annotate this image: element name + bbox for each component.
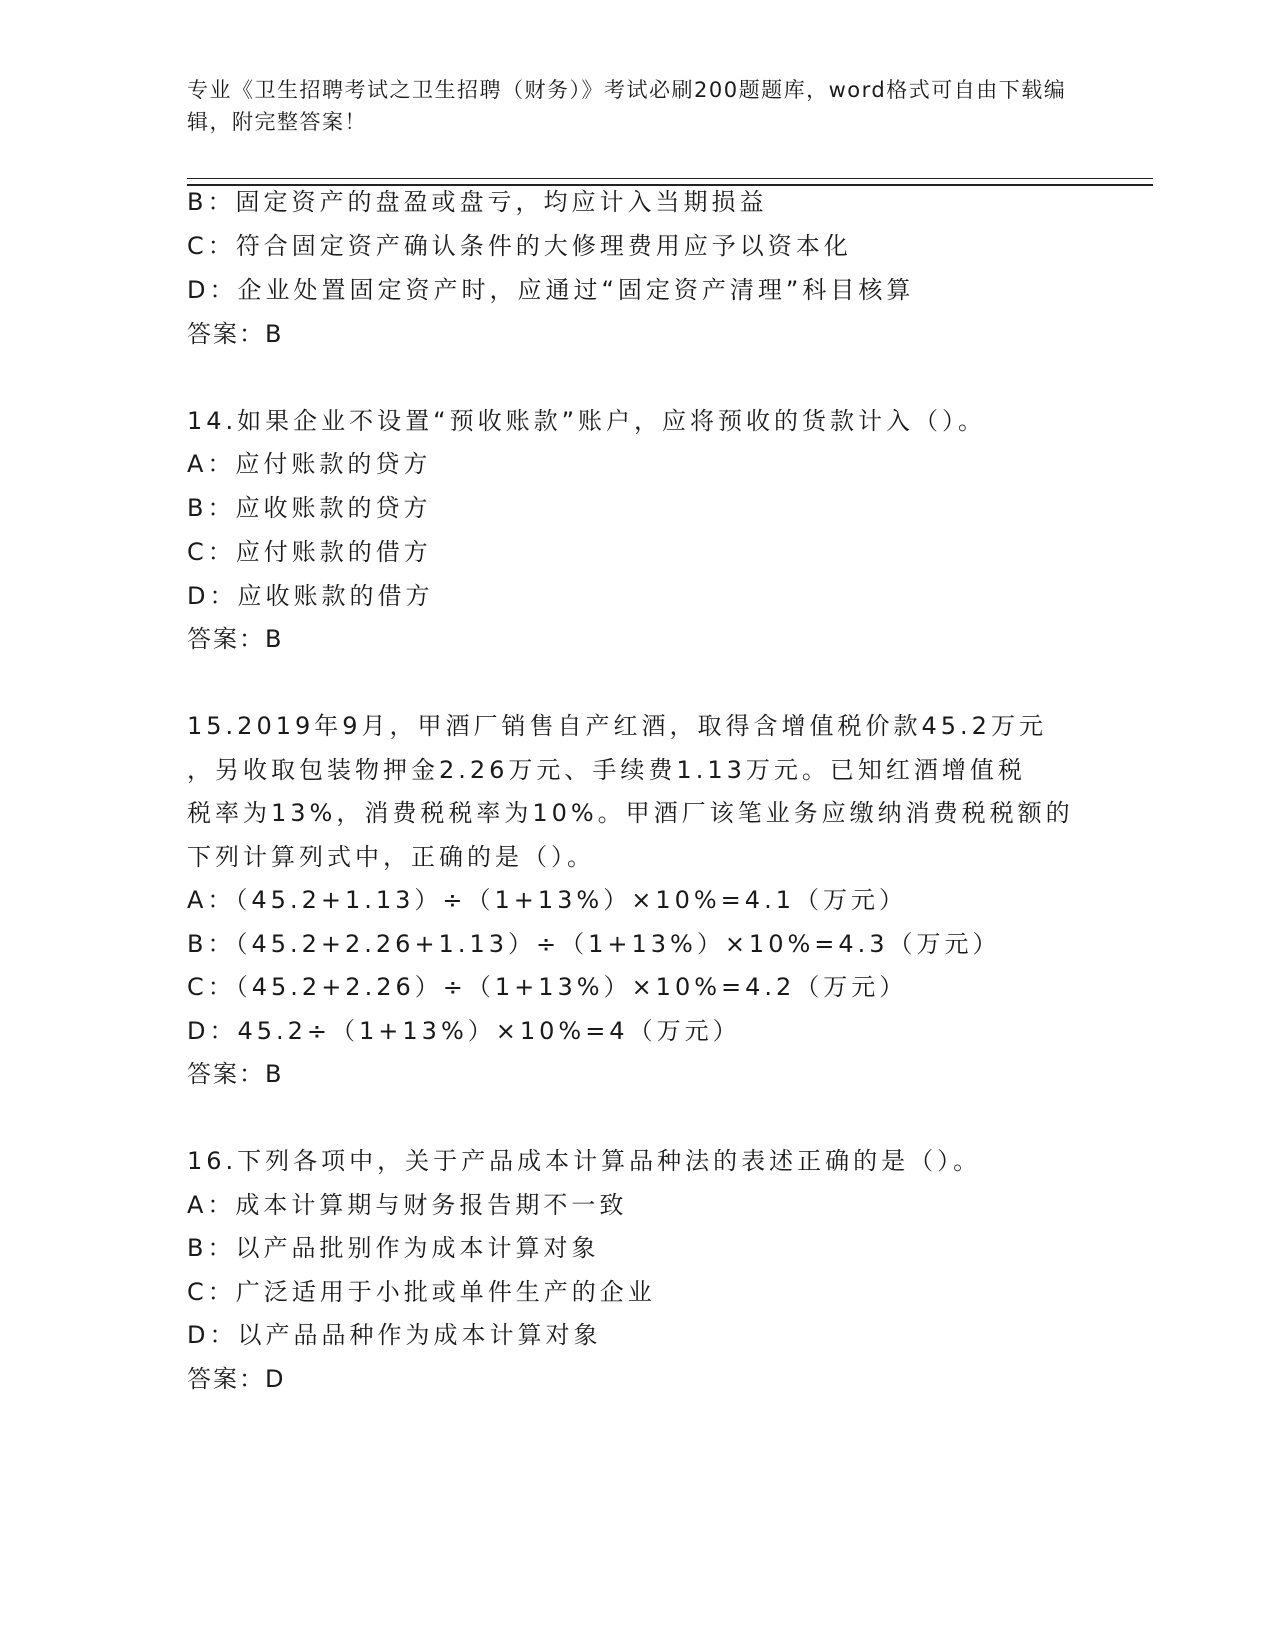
q16-option-c: C：广泛适用于小批或单件生产的企业 [187, 1278, 656, 1306]
document-header: 专业《卫生招聘考试之卫生招聘（财务）》考试必刷200题题库，word格式可自由下载编辑，附完整答案！ [187, 78, 1067, 134]
q15-question-line-4: 下列计算列式中，正确的是（）。 [187, 843, 595, 871]
q15-option-a: A：（45.2+1.13）÷（1+13%）×10%=4.1（万元） [187, 886, 907, 914]
q14-answer: 答案：B [187, 625, 284, 653]
q14-option-b: B：应收账款的贷方 [187, 494, 432, 522]
q15-option-d: D：45.2÷（1+13%）×10%=4（万元） [187, 1017, 741, 1045]
q13-option-c: C：符合固定资产确认条件的大修理费用应予以资本化 [187, 232, 852, 260]
q14-option-d: D：应收账款的借方 [187, 582, 434, 610]
q15-option-b: B：（45.2+2.26+1.13）÷（1+13%）×10%=4.3（万元） [187, 930, 1001, 958]
q13-answer: 答案：B [187, 320, 284, 348]
q15-option-c: C：（45.2+2.26）÷（1+13%）×10%=4.2（万元） [187, 973, 908, 1001]
q14-question: 14.如果企业不设置“预收账款”账户，应将预收的货款计入（）。 [187, 407, 987, 435]
q16-answer: 答案：D [187, 1365, 286, 1393]
q15-question-line-1: 15.2019年9月，甲酒厂销售自产红酒，取得含增值税价款45.2万元 [187, 712, 1047, 740]
q16-question: 16.下列各项中，关于产品成本计算品种法的表述正确的是（）。 [187, 1147, 982, 1175]
q16-option-a: A：成本计算期与财务报告期不一致 [187, 1191, 628, 1219]
q15-answer: 答案：B [187, 1060, 284, 1088]
header-divider [187, 178, 1153, 186]
q14-option-c: C：应付账款的借方 [187, 538, 432, 566]
q15-question-line-2: ，另收取包装物押金2.26万元、手续费1.13万元。已知红酒增值税 [187, 756, 1026, 784]
q16-option-b: B：以产品批别作为成本计算对象 [187, 1234, 600, 1262]
q13-option-b: B：固定资产的盘盈或盘亏，均应计入当期损益 [187, 188, 768, 216]
q15-question-line-3: 税率为13%，消费税税率为10%。甲酒厂该笔业务应缴纳消费税税额的 [187, 799, 1074, 827]
q13-option-d: D：企业处置固定资产时，应通过“固定资产清理”科目核算 [187, 276, 915, 304]
q14-option-a: A：应付账款的贷方 [187, 450, 432, 478]
q16-option-d: D：以产品品种作为成本计算对象 [187, 1321, 602, 1349]
